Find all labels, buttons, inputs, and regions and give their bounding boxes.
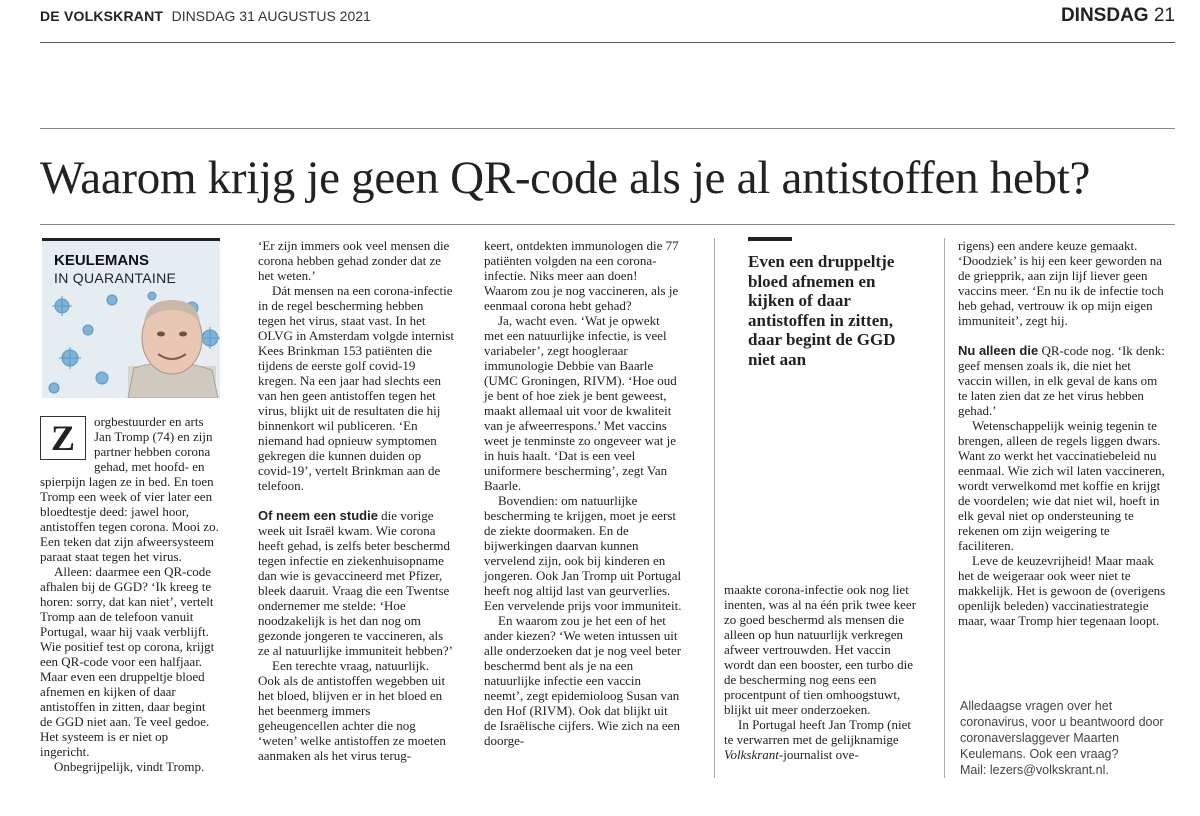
column-divider (714, 238, 715, 778)
section-day: DINSDAG (1060, 5, 1149, 26)
masthead (40, 5, 1175, 30)
paragraph-text: In Portugal heeft Jan Tromp (niet te verwarren met de gelijknamige (724, 717, 911, 747)
column-divider (944, 238, 945, 778)
article-column-5 (958, 238, 1168, 628)
pull-quote (748, 237, 898, 369)
contact-email: Mail: lezers@volkskrant.nl. (960, 763, 1109, 777)
issue-date: DINSDAG 31 AUGUSTUS 2021 (171, 8, 371, 24)
section-divider (40, 128, 1175, 129)
paragraph: maakte corona-infectie ook nog liet inenten, was al na één prik twee keer zo goed beschermd als mensen die alleen op hun natuurlijk verkregen afweer vertrouwden. Het vaccin wordt dan een booster, een turbo die de bescherming nog eens een procentpunt of tien omhoogstuwt, blijkt uit meer onderzoeken. (724, 582, 917, 717)
box-top-bar (42, 238, 220, 241)
paragraph (258, 508, 454, 658)
paragraph: Ja, wacht even. ‘Wat je opwekt met een natuurlijke infectie, is veel variabeler’, zegt hoogleraar immunologie Debbie van Baarle (UMC Groningen, RIVM). ‘Hoe oud je bent of hoe ziek je bent geweest, maakt allemaal uit voor de kwaliteit van je afweerrespons.’ Met vaccins weet je tenminste zo ongeveer wat je in huis haalt. ‘Dat is een veel uniformere bescherming’, zegt Van Baarle. (484, 313, 677, 493)
paragraph: orgbestuurder en arts Jan Tromp (74) en zijn partner hebben corona gehad, met hoofd- en spierpijn lagen ze in bed. En toen Tromp een week of vier later een bloedtestje deed: jawel hoor, antistoffen tegen corona. Mooi zo. Een teken dat zijn afweersysteem paraat staat tegen het virus. (40, 414, 219, 564)
publication-name: Volkskrant (724, 747, 779, 762)
header-divider (40, 42, 1175, 43)
paragraph (958, 343, 1168, 418)
headline-divider (40, 224, 1175, 225)
paragraph: keert, ontdekten immunologen die 77 patiënten volgden na een corona-infectie. Niks meer aan doen! Waarom zou je nog vaccineren, als je eenmaal corona hebt gehad? (484, 238, 679, 313)
subheading-lead: Nu alleen die (958, 343, 1039, 358)
paragraph: Dát mensen na een corona-infectie in de regel bescherming hebben tegen het virus, staat vast. In het OLVG in Amsterdam volgde internist Kees Brinkman 153 patiënten die tijdens de eerste golf covid-19 kregen. Na een jaar had slechts een van hen geen antistoffen tegen het virus, blijkt uit de resultaten die hij binnenkort wil publiceren. ‘En niemand had opnieuw symptomen gekregen die kunnen duiden op covid-19’, vertelt Brinkman aan de telefoon. (258, 283, 454, 493)
paragraph-text: die vorige week uit Israël kwam. Wie corona heeft gehad, is zelfs beter beschermd tegen infectie en ziekenhuisopname dan wie is gevaccineerd met Pfizer, bleek daaruit. Vraag die een Twentse ondernemer me stelde: ‘Hoe noodzakelijk is het dan nog om gezonde jongeren te vaccineren, als ze al natuurlijke immuniteit hebben?’ (258, 508, 453, 658)
pull-quote-text: Even een druppeltje bloed afnemen en kijken of daar antistoffen in zitten, daar begint de GGD niet aan (748, 252, 896, 369)
paragraph: Alleen: daarmee een QR-code afhalen bij de GGD? ‘Ik kreeg te horen: sorry, dat kan niet’, vertelt Tromp aan de telefoon vanuit Portugal, waar hij vaak verblijft. Wie positief test op corona, krijgt een QR-code voor een halfjaar. Maar even een druppeltje bloed afnemen en kijken of daar antistoffen in zitten, daar begint de GGD niet aan. Te veel gedoe. Het systeem is er niet op ingericht. (40, 564, 215, 759)
column-info-note (960, 698, 1170, 778)
paragraph-text: -journalist ove- (778, 747, 859, 762)
article-column-3 (484, 238, 682, 748)
subheading-lead: Of neem een studie (258, 508, 378, 523)
page-number: 21 (1153, 5, 1175, 26)
article-headline: Waarom krijg je geen QR-code als je al antistoffen hebt? (40, 152, 1091, 204)
drop-cap: Z (40, 416, 86, 460)
paragraph: Onbegrijpelijk, vindt Tromp. (54, 759, 205, 774)
paragraph: rigens) een andere keuze gemaakt. ‘Doodziek’ is hij een keer geworden na de griepprik, aan zijn lijf liever geen vaccins meer. ‘En nu ik de infectie toch heb gehad, vertrouw ik op mijn eigen immuniteit’, zegt hij. (958, 238, 1164, 328)
article-column-2 (258, 238, 454, 763)
article-column-4 (724, 582, 922, 762)
column-subtitle: IN QUARANTAINE (54, 270, 177, 286)
paragraph: Een terechte vraag, natuurlijk. Ook als de antistoffen wegebben uit het bloed, blijven er in het bloed en het beenmerg immers geheugencellen achter die nog ‘weten’ welke antistoffen ze moeten aanmaken als het virus terug- (258, 658, 446, 763)
column-kicker: KEULEMANS (54, 252, 150, 269)
column-header-box (42, 238, 220, 398)
paragraph-text: QR-code nog. ‘Ik denk: geef mensen zoals ik, die niet het vaccin willen, in elk geval de kans om te laten zien dat ze het virus hebben gehad.’ (958, 343, 1165, 418)
paragraph: Wetenschappelijk weinig tegenin te brengen, alleen de regels liggen dwars. Want zo werkt het vaccinatiebeleid nu eenmaal. Wie zich wil laten vaccineren, wordt verwelkomd met koffie en krijgt de voordelen; wie dat niet wil, hoeft in elk geval niet op ondersteuning te rekenen om zijn weigering te faciliteren. (958, 418, 1165, 553)
note-text: Alledaagse vragen over het coronavirus, voor u beantwoord door coronaverslaggever Maarten Keulemans. Ook een vraag? (960, 699, 1164, 761)
article-column-1 (40, 414, 220, 774)
paragraph (724, 717, 922, 762)
newspaper-brand: DE VOLKSKRANT (40, 8, 164, 24)
paragraph: Leve de keuzevrijheid! Maar maak het de weigeraar ook weer niet te makkelijk. Het is gewoon de (overigens openlijk beleden) vaccinatiestrategie maar, waar Tromp hier tegenaan loopt. (958, 553, 1166, 628)
paragraph: ‘Er zijn immers ook veel mensen die corona hebben gehad zonder dat ze het weten.’ (258, 238, 450, 283)
pull-quote-bar (748, 237, 792, 241)
page-marker (1061, 5, 1175, 27)
paragraph: Bovendien: om natuurlijke bescherming te krijgen, moet je eerst de ziekte doormaken. En de bijwerkingen daarvan kunnen vervelend zijn, ook bij kinderen en jongeren. Ook Jan Tromp uit Portugal heeft nog altijd last van geurverlies. Een vervelende prijs voor immuniteit. (484, 493, 682, 613)
paragraph: En waarom zou je het een of het ander kiezen? ‘We weten intussen uit alle onderzoeken dat je nog veel beter beschermd bent als je na een natuurlijke infectie een vaccin neemt’, zegt epidemioloog Susan van den Hof (RIVM). Ook dat blijkt uit de Israëlische cijfers. Wie zich na een doorge- (484, 613, 682, 748)
